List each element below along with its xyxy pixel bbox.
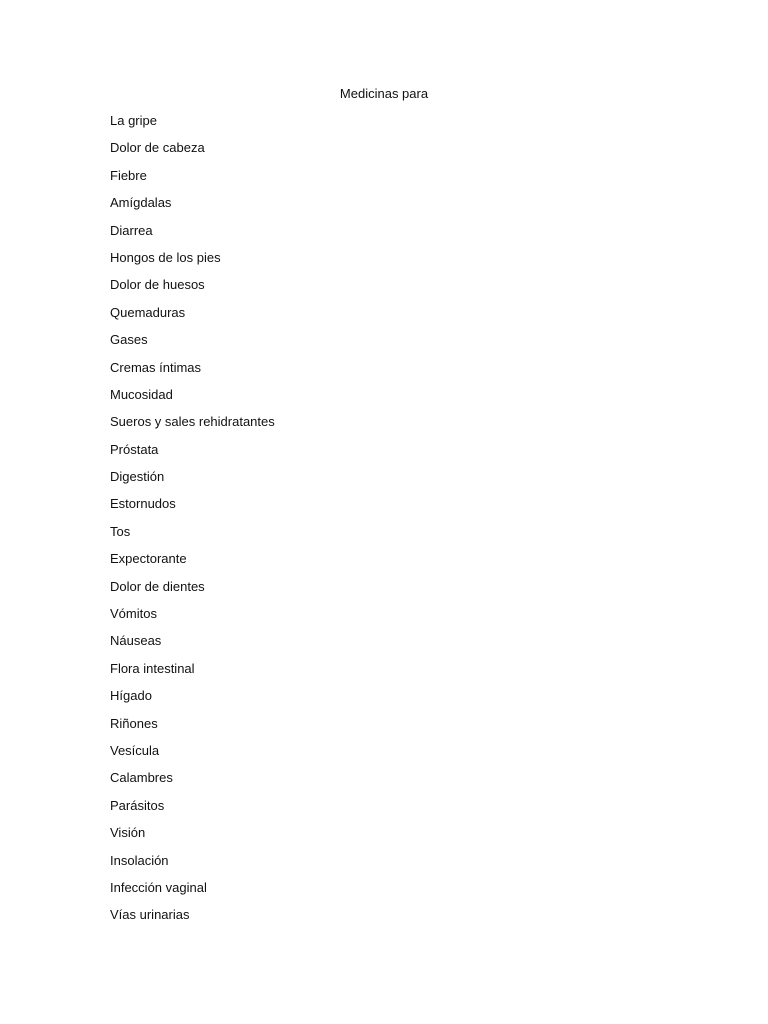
list-item: Gases <box>110 332 148 348</box>
list-item: Dolor de huesos <box>110 277 205 293</box>
list-item: Vías urinarias <box>110 907 190 923</box>
list-item: Hígado <box>110 688 152 704</box>
list-item: Mucosidad <box>110 386 173 402</box>
list-item: Próstata <box>110 441 159 457</box>
list-item: Náuseas <box>110 633 162 649</box>
item-list <box>110 112 275 934</box>
list-item: Vómitos <box>110 606 157 622</box>
list-item: Tos <box>110 523 131 539</box>
list-item: Parásitos <box>110 797 165 813</box>
list-item: Vesícula <box>110 742 160 758</box>
list-item: Insolación <box>110 852 169 868</box>
list-item: Calambres <box>110 770 173 786</box>
list-item: Digestión <box>110 469 165 485</box>
document-title: Medicinas para <box>339 86 429 101</box>
list-item: Infección vaginal <box>110 879 207 895</box>
list-item: Estornudos <box>110 496 176 512</box>
list-item: Flora intestinal <box>110 660 195 676</box>
list-item: Cremas íntimas <box>110 359 202 375</box>
list-item: Amígdalas <box>110 195 172 211</box>
list-item: Expectorante <box>110 551 187 567</box>
list-item: Visión <box>110 825 146 841</box>
list-item: Dolor de cabeza <box>110 140 205 156</box>
list-item: La gripe <box>110 113 157 128</box>
list-item: Dolor de dientes <box>110 578 205 594</box>
list-item: Quemaduras <box>110 304 186 320</box>
list-item: Diarrea <box>110 222 153 238</box>
list-item: Hongos de los pies <box>110 249 221 265</box>
list-item: Riñones <box>110 715 158 731</box>
list-item: Fiebre <box>110 167 147 183</box>
list-item: Sueros y sales rehidratantes <box>110 414 275 430</box>
